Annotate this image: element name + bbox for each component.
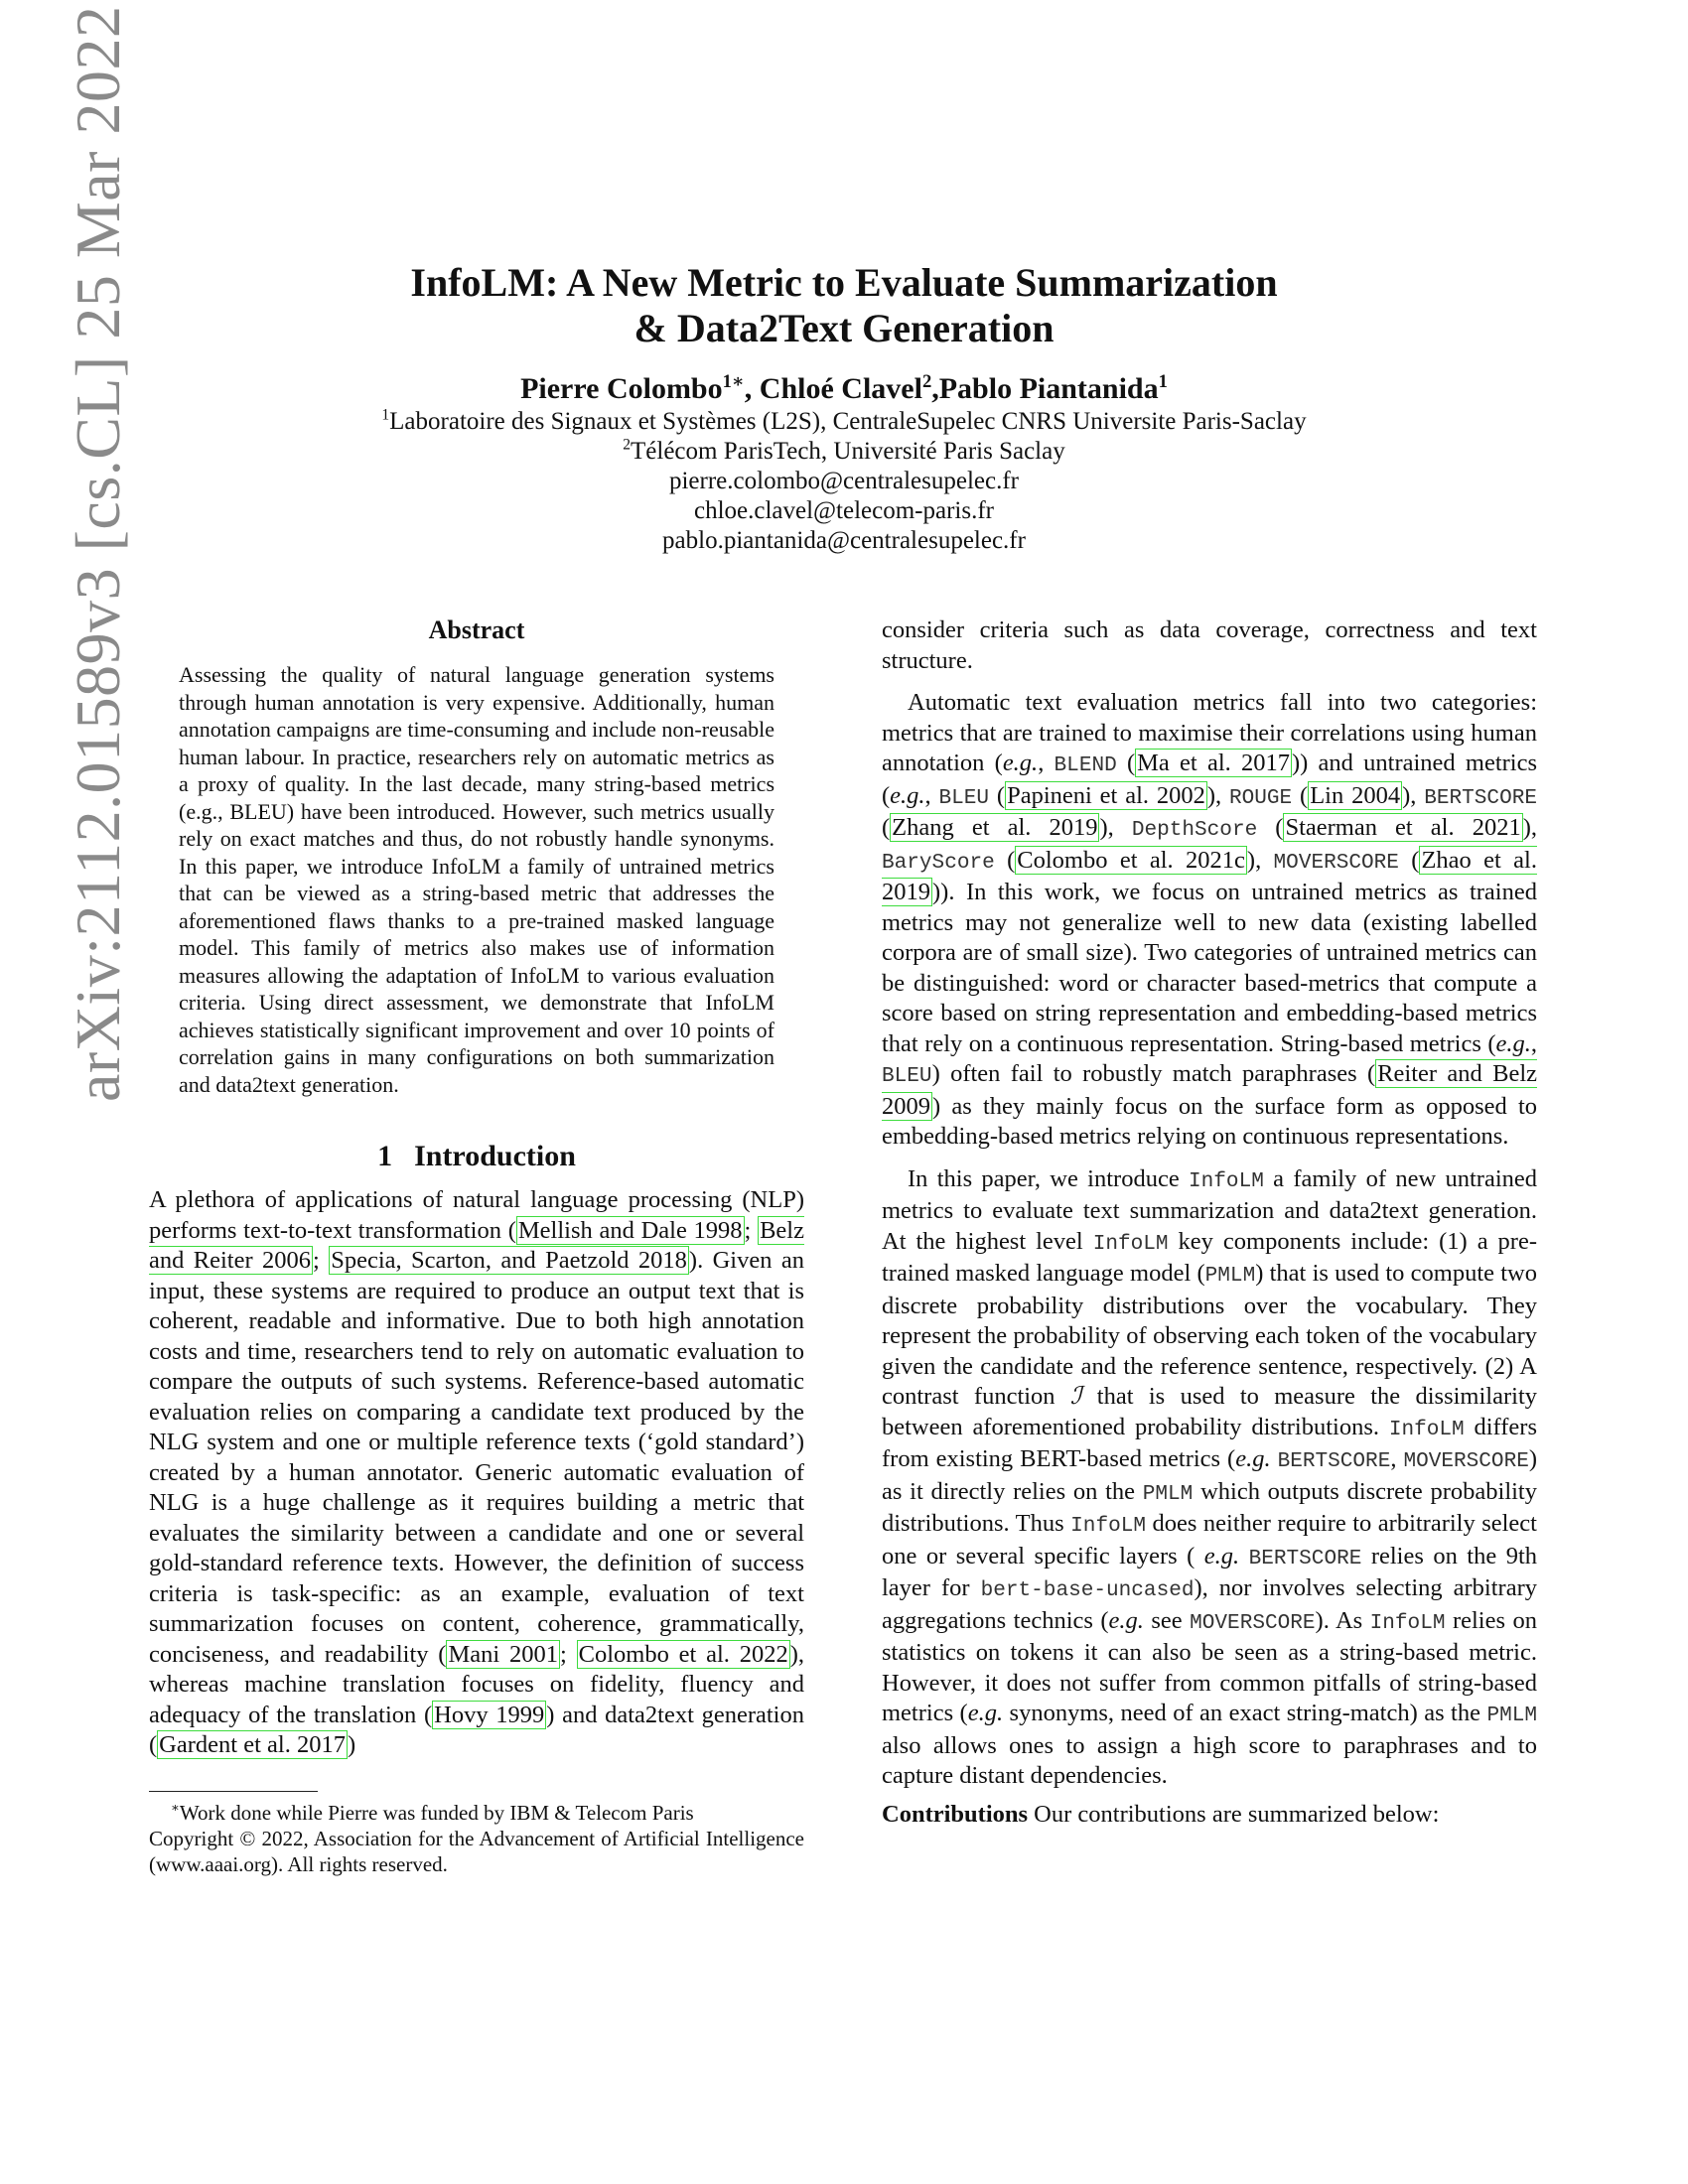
metric-name: BERTSCORE — [1424, 785, 1537, 810]
citation-link[interactable]: Mellish and Dale 1998 — [517, 1216, 743, 1244]
author-name: Pablo Piantanida — [938, 372, 1159, 405]
affiliation-line: $^2$Télécom ParisTech, Université Paris Saclay — [623, 436, 1065, 465]
section-heading-introduction: 1 Introduction — [377, 1140, 576, 1172]
metric-name: InfoLM — [1388, 1417, 1465, 1441]
right-column — [882, 615, 1537, 1830]
footnote: ∗Work done while Pierre was funded by IBM & Telecom Paris Copyright © 2022, Association for the Advancement of Artificial Intelligence (www.aaai.org). All rights reserved. — [149, 1799, 804, 1876]
model-name: PMLM — [1204, 1264, 1256, 1288]
metrics-paragraph: Automatic text evaluation metrics fall into two categories: metrics that are trained to maximise their correlations using human annotation (e.g., BLEND (Ma et al. 2017)) and untrained metrics (e.g., BLEU (Papineni et al. 2002), ROUGE (Lin 2004), BERTSCORE (Zhang et al. 2019), DepthScore (Staerman et al. 2021), BaryScore (Colombo et al. 2021c), MOVERSCORE (Zhao et al. 2019)). In this work, we focus on untrained metrics as trained metrics may not generalize well to new data (existing labelled corpora are of small size). Two categories of untrained metrics can be distinguished: word or character based-metrics that compute a score based on string representation and embedding-based metrics that rely on a continuous representation. String-based metrics (e.g., BLEU) often fail to robustly match paraphrases (Reiter and Belz 2009) as they mainly focus on the surface form as opposed to embedding-based metrics relying on continuous representations. — [882, 689, 1537, 1150]
citation-link[interactable]: Ma et al. 2017 — [1137, 750, 1290, 776]
title-block — [149, 260, 1539, 556]
author-email: chloe.clavel@telecom-paris.fr — [693, 497, 995, 524]
left-column — [149, 615, 804, 1877]
citation-link[interactable]: Lin 2004 — [1310, 781, 1401, 809]
citation-link[interactable]: Staerman et al. 2021 — [1285, 814, 1521, 841]
infolm-paragraph: In this paper, we introduce InfoLM a family of new untrained metrics to evaluate text summarization and data2text generation. At the highest level InfoLM key components include: (1) a pre-trained masked language model (PMLM) that is used to compute two discrete probability distributions over the vocabulary. They represent the probability of observing each token of the vocabulary given the candidate and the reference sentence, respectively. (2) A contrast function ℐ that is used to measure the dissimilarity between aforementioned probability distributions. InfoLM differs from existing BERT-based metrics (e.g. BERTSCORE, MOVERSCORE) as it directly relies on the PMLM which outputs discrete probability distributions. Thus InfoLM does neither require to arbitrarily select one or several specific layers ( e.g. BERTSCORE relies on the 9th layer for bert-base-uncased), nor involves selecting arbitrary aggregations technics (e.g. see MOVERSCORE). As InfoLM relies on statistics on tokens it can also be seen as a string-based metric. However, it does not suffer from common pitfalls of string-based metrics (e.g. synonyms, need of an exact string-match) as the PMLM also allows ones to assign a high score to paraphrases and to capture distant dependencies. — [882, 1164, 1538, 1789]
citation-link[interactable]: Zhao et al. 2019 — [882, 846, 1537, 905]
metric-name: InfoLM — [1070, 1514, 1147, 1538]
metric-name: MOVERSCORE — [1403, 1449, 1529, 1473]
metric-name: BERTSCORE — [1248, 1546, 1362, 1570]
metric-name: DepthScore — [1131, 818, 1258, 842]
math-symbol: ℐ — [1069, 1383, 1082, 1410]
metric-name: BLEU — [882, 1064, 932, 1088]
copyright-notice: Copyright © 2022, Association for the Advancement of Artificial Intelligence (www.aaai.org). All rights reserved. — [149, 1826, 804, 1876]
metric-name: ROUGE — [1229, 785, 1293, 810]
arxiv-identifier-stamp: arXiv:2112.01589v3 [cs.CL] 25 Mar 2022 — [63, 5, 133, 1102]
author-email: pierre.colombo@centralesupelec.fr — [668, 468, 1019, 494]
model-name: bert-base-uncased — [980, 1578, 1195, 1602]
citation-link[interactable]: Mani 2001 — [448, 1640, 558, 1668]
author-name: Chloé Clavel — [759, 372, 922, 405]
metric-name: MOVERSCORE — [1273, 850, 1399, 875]
metric-name: InfoLM — [1092, 1231, 1169, 1256]
metric-name: BLEU — [938, 785, 990, 810]
citation-link[interactable]: Gardent et al. 2017 — [159, 1731, 346, 1758]
author-name: Pierre Colombo — [520, 372, 723, 405]
affiliation-line: $^1$Laboratoire des Signaux et Systèmes (L2S), CentraleSupelec CNRS Universite Paris-Saclay — [381, 406, 1307, 435]
introduction-paragraph: A plethora of applications of natural language processing (NLP) performs text-to-text transformation (Mellish and Dale 1998; Belz and Reiter 2006; Specia, Scarton, and Paetzold 2018). Given an input, these systems are required to produce an output text that is coherent, readable and informative. Due to both high annotation costs and time, researchers tend to rely on automatic evaluation to compare the outputs of such systems. Reference-based automatic evaluation relies on comparing a candidate text produced by the NLG system and one or multiple reference texts (‘gold standard’) created by a human annotator. Generic automatic evaluation of NLG is a huge challenge as it requires building a metric that evaluates the similarity between a candidate and one or several gold-standard reference texts. However, the definition of success criteria is task-specific: as an example, evaluation of text summarization focuses on content, coherence, grammatically, conciseness, and readability (Mani 2001; Colombo et al. 2022), whereas machine translation focuses on fidelity, fluency and adequacy of the translation (Hovy 1999) and data2text generation (Gardent et al. 2017) — [149, 1186, 804, 1758]
citation-link[interactable]: Hovy 1999 — [434, 1701, 545, 1728]
abstract-heading: Abstract — [428, 615, 525, 644]
metric-name: InfoLM — [1369, 1610, 1446, 1635]
citation-link[interactable]: Reiter and Belz 2009 — [882, 1060, 1537, 1120]
citation-link[interactable]: Specia, Scarton, and Paetzold 2018 — [331, 1247, 687, 1274]
abstract-text: Assessing the quality of natural language generation systems through human annotation is very expensive. Additionally, human annotation campaigns are time-consuming and include non-reusable human labour. In practice, researchers rely on automatic metrics as a proxy of quality. In the last decade, many string-based metrics (e.g., BLEU) have been introduced. However, such metrics usually rely on exact matches and thus, do not robustly handle synonyms. In this paper, we introduce InfoLM a family of untrained metrics that can be viewed as a string-based metric that addresses the aforementioned flaws thanks to a pre-trained masked language model. This family of metrics also makes use of information measures allowing the adaptation of InfoLM to various evaluation criteria. Using direct assessment, we demonstrate that InfoLM achieves statistically significant improvement and over 10 points of correlation gains in many configurations on both summarization and data2text generation. — [179, 662, 774, 1097]
metric-name: InfoLM — [1189, 1168, 1264, 1193]
model-name: PMLM — [1142, 1481, 1194, 1506]
citation-link[interactable]: Papineni et al. 2002 — [1007, 781, 1205, 809]
contributions-paragraph: Contributions Our contributions are summarized below: — [882, 1800, 1440, 1828]
citation-link[interactable]: Zhang et al. 2019 — [892, 814, 1098, 841]
paper-title: InfoLM: A New Metric to Evaluate Summarization & Data2Text Generation — [410, 260, 1278, 350]
paragraph-heading: Contributions — [882, 1800, 1029, 1828]
author-email: pablo.piantanida@centralesupelec.fr — [662, 527, 1026, 554]
citation-link[interactable]: Belz and Reiter 2006 — [149, 1216, 804, 1274]
metric-name: BLEND — [1054, 753, 1117, 777]
metric-name: BaryScore — [882, 850, 995, 875]
metric-name: BERTSCORE — [1277, 1449, 1391, 1473]
continued-paragraph: consider criteria such as data coverage, correctness and text structure. — [882, 616, 1537, 674]
metric-name: MOVERSCORE — [1190, 1610, 1316, 1635]
footnote-divider — [149, 1791, 318, 1792]
citation-link[interactable]: Colombo et al. 2021c — [1017, 846, 1245, 874]
model-name: PMLM — [1486, 1704, 1537, 1727]
author-list: Pierre Colombo$^{1∗}$, Chloé Clavel$^2$,Pablo Piantanida$^1$ — [520, 371, 1168, 405]
citation-link[interactable]: Colombo et al. 2022 — [578, 1640, 788, 1668]
